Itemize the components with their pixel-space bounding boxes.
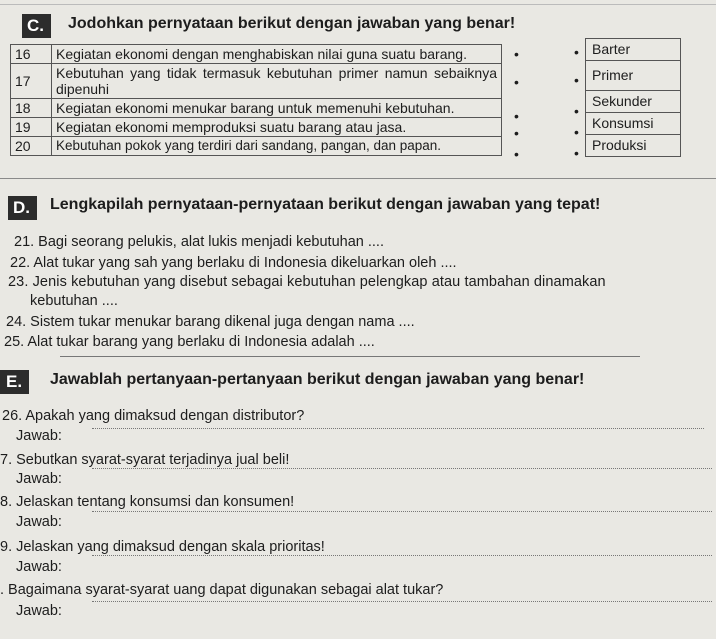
row-number: 19 [11, 118, 52, 137]
answer-option: Barter [586, 39, 681, 61]
row-statement: Kegiatan ekonomi dengan menghabiskan nilai guna suatu barang. [52, 45, 502, 64]
row-number: 17 [11, 64, 52, 99]
question-26: 26. Apakah yang dimaksud dengan distributor? [2, 408, 305, 424]
answer-line-26[interactable] [92, 428, 704, 429]
list-item [586, 39, 681, 61]
divider [0, 178, 716, 179]
answer-option: Primer [586, 61, 681, 91]
match-dot-left[interactable]: • [514, 108, 519, 124]
table-row [11, 64, 502, 99]
answer-line-29[interactable] [92, 555, 712, 556]
table-row [11, 118, 502, 137]
section-d-title: Lengkapilah pernyataan-pernyataan berikut dengan jawaban yang tepat! [50, 196, 601, 213]
jawab-label: Jawab: [16, 603, 62, 619]
list-item [586, 113, 681, 135]
list-item [586, 61, 681, 91]
jawab-label: Jawab: [16, 559, 62, 575]
row-statement: Kebutuhan yang tidak termasuk kebutuhan primer namun sebaiknya dipenuhi [52, 64, 502, 99]
match-dot-left[interactable]: • [514, 74, 519, 90]
answer-line-30[interactable] [92, 601, 712, 602]
answer-line-28[interactable] [92, 511, 712, 512]
match-dot-right[interactable]: • [574, 44, 579, 60]
divider [60, 356, 640, 357]
match-dot-right[interactable]: • [574, 103, 579, 119]
jawab-label: Jawab: [16, 428, 62, 444]
table-row [11, 99, 502, 118]
question-23: 23. Jenis kebutuhan yang disebut sebagai kebutuhan pelengkap atau tambahan dinamakan [8, 274, 606, 290]
question-22: 22. Alat tukar yang sah yang berlaku di Indonesia dikeluarkan oleh .... [10, 255, 457, 271]
section-c-title: Jodohkan pernyataan berikut dengan jawaban yang benar! [68, 15, 516, 32]
top-rule [0, 4, 716, 5]
jawab-label: Jawab: [16, 514, 62, 530]
row-number: 20 [11, 137, 52, 156]
question-21: 21. Bagi seorang pelukis, alat lukis menjadi kebutuhan .... [14, 234, 384, 250]
match-dot-left[interactable]: • [514, 125, 519, 141]
match-dot-left[interactable]: • [514, 146, 519, 162]
question-30: . Bagaimana syarat-syarat uang dapat digunakan sebagai alat tukar? [0, 582, 444, 598]
row-statement: Kegiatan ekonomi menukar barang untuk memenuhi kebutuhan. [52, 99, 502, 118]
row-number: 18 [11, 99, 52, 118]
question-25: 25. Alat tukar barang yang berlaku di Indonesia adalah .... [4, 334, 375, 350]
list-item [586, 91, 681, 113]
answer-option: Konsumsi [586, 113, 681, 135]
match-dot-right[interactable]: • [574, 72, 579, 88]
question-29: 9. Jelaskan yang dimaksud dengan skala prioritas! [0, 539, 325, 555]
section-e-title: Jawablah pertanyaan-pertanyaan berikut dengan jawaban yang benar! [50, 371, 585, 388]
question-28: 8. Jelaskan tentang konsumsi dan konsumen! [0, 494, 295, 510]
question-24: 24. Sistem tukar menukar barang dikenal juga dengan nama .... [6, 314, 415, 330]
match-dot-left[interactable]: • [514, 46, 519, 62]
section-c-badge: C. [22, 14, 51, 38]
answer-option: Produksi [586, 135, 681, 157]
row-number: 16 [11, 45, 52, 64]
section-e-badge: E. [0, 370, 29, 394]
answer-line-27[interactable] [92, 468, 712, 469]
question-27: 7. Sebutkan syarat-syarat terjadinya jual beli! [0, 452, 290, 468]
match-dot-right[interactable]: • [574, 145, 579, 161]
statements-table [10, 44, 502, 156]
jawab-label: Jawab: [16, 471, 62, 487]
answer-option: Sekunder [586, 91, 681, 113]
row-statement: Kegiatan ekonomi memproduksi suatu barang atau jasa. [52, 118, 502, 137]
question-23-cont: kebutuhan .... [30, 293, 118, 309]
match-dot-right[interactable]: • [574, 124, 579, 140]
table-row [11, 137, 502, 156]
answers-table [585, 38, 681, 157]
list-item [586, 135, 681, 157]
table-row [11, 45, 502, 64]
row-statement: Kebutuhan pokok yang terdiri dari sandang, pangan, dan papan. [52, 137, 502, 156]
section-d-badge: D. [8, 196, 37, 220]
